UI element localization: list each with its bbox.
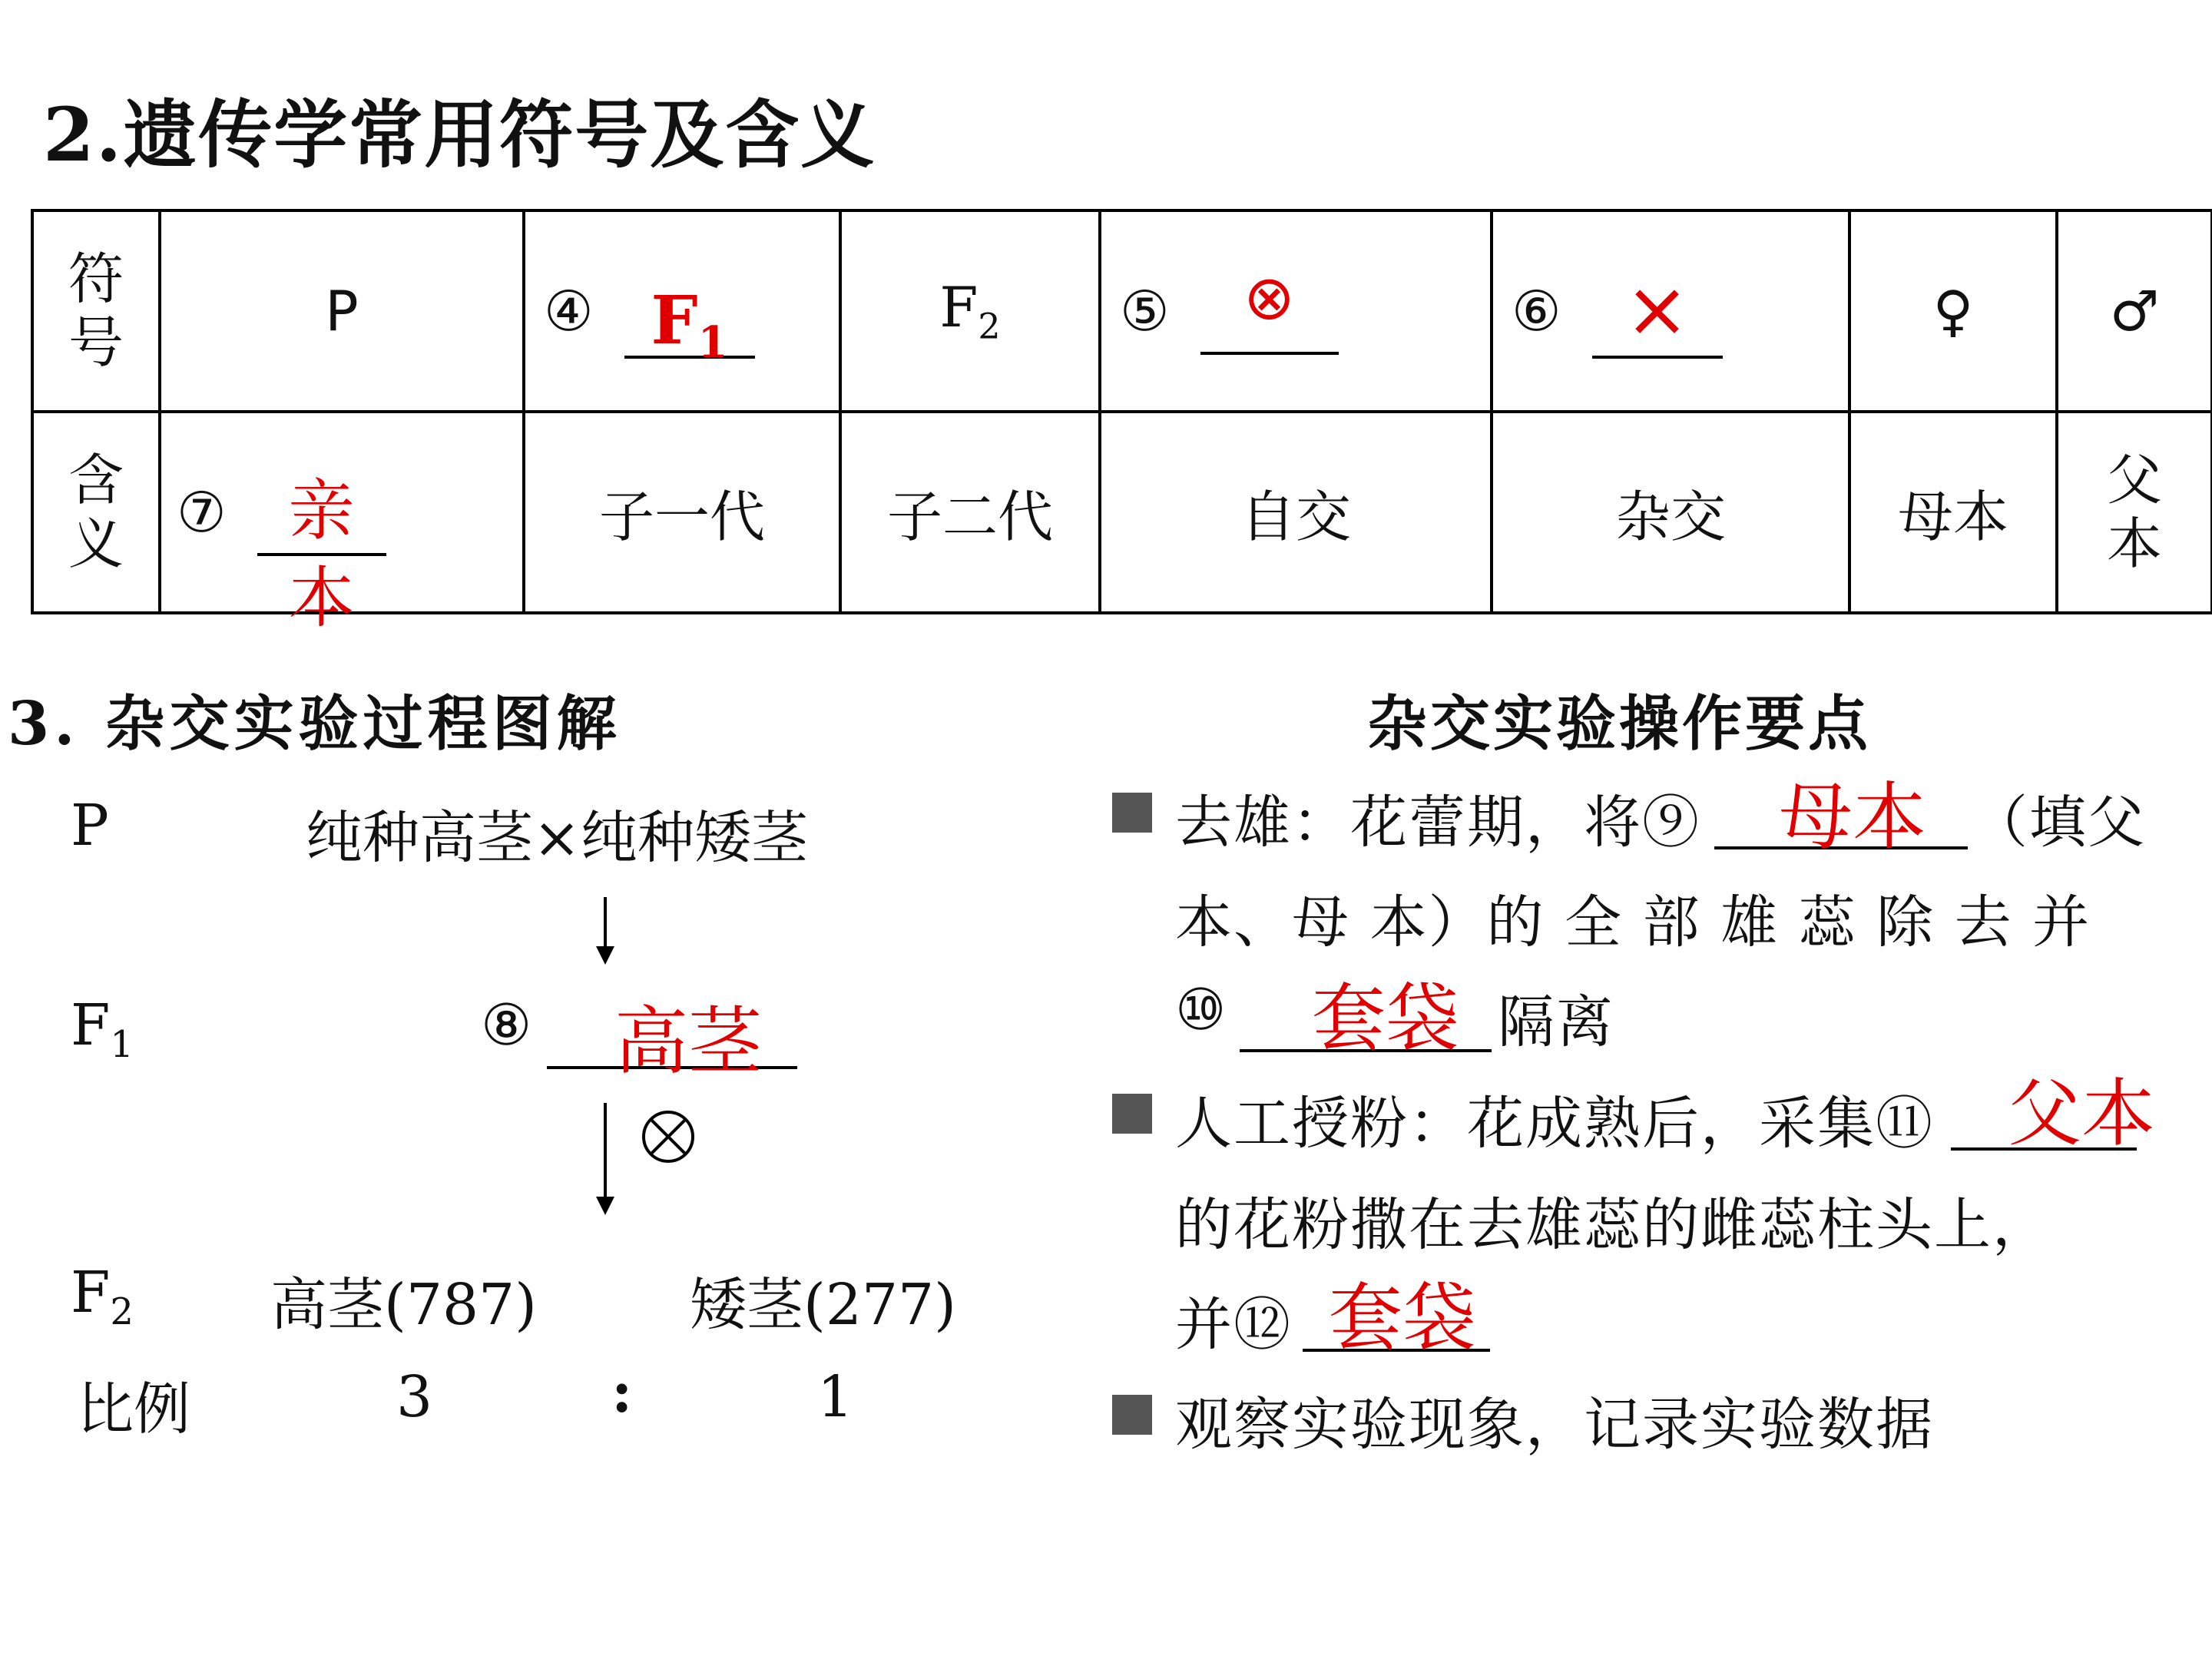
section2-title: 2.遗传学常用符号及含义 bbox=[43, 91, 876, 178]
symbol-male-cell bbox=[2057, 210, 2212, 412]
meaning-f2: 子二代 bbox=[886, 485, 1053, 549]
ratio-left: 3 bbox=[396, 1364, 433, 1430]
ratio-right: 1 bbox=[817, 1364, 854, 1430]
q10-number: ⑩ bbox=[1175, 977, 1228, 1043]
ops-line3-end: 隔离 bbox=[1498, 989, 1614, 1055]
symbol-header-text: 符号 bbox=[68, 247, 124, 375]
q9-answer: 母本 bbox=[1779, 774, 1926, 860]
arrow-p-to-f1 bbox=[604, 897, 607, 962]
ratio-label: 比例 bbox=[77, 1376, 190, 1442]
meaning-father: 父本 bbox=[2106, 448, 2162, 576]
meaning-cross-cell bbox=[1492, 412, 1849, 613]
symbol-q5-cell bbox=[1100, 210, 1492, 412]
q5-answer-blank bbox=[1200, 262, 1339, 355]
ops-line2: 本、母 本）的 全 部 雄 蕊 除 去 并 bbox=[1175, 889, 2091, 955]
q11-answer: 父本 bbox=[2008, 1071, 2155, 1157]
male-icon: ♂ bbox=[2109, 279, 2160, 343]
symbol-row bbox=[32, 210, 2212, 412]
symbol-p-cell bbox=[160, 210, 524, 412]
symbol-f2-cell bbox=[840, 210, 1100, 412]
q12-answer: 套袋 bbox=[1329, 1275, 1476, 1361]
ratio-colon: : bbox=[611, 1359, 633, 1426]
bullet-square-icon bbox=[1112, 793, 1152, 833]
q8-answer: 高茎 bbox=[614, 998, 762, 1084]
meaning-row-header bbox=[32, 412, 160, 613]
meaning-selfing: 自交 bbox=[1240, 485, 1351, 549]
q7-number: ⑦ bbox=[177, 480, 227, 545]
q7-answer: 亲本 bbox=[288, 472, 355, 637]
arrow-f1-to-f2 bbox=[604, 1103, 607, 1212]
ops-line1: 去雄：花蕾期，将⑨ bbox=[1175, 790, 1700, 856]
bullet-square-icon bbox=[1112, 1094, 1152, 1134]
meaning-f1: 子一代 bbox=[598, 485, 765, 549]
symbol-f2: $F_2$ bbox=[939, 275, 1001, 347]
q10-answer: 套袋 bbox=[1312, 975, 1459, 1061]
meaning-selfing-cell bbox=[1100, 412, 1492, 613]
q6-number: ⑥ bbox=[1512, 279, 1561, 343]
q6-answer-blank bbox=[1592, 263, 1723, 359]
meaning-header-text: 含义 bbox=[68, 448, 124, 576]
f2-tall-count: 高茎(787) bbox=[270, 1272, 537, 1338]
flow-f1-label: $F_1$ bbox=[71, 992, 134, 1066]
meaning-q7-cell bbox=[160, 412, 524, 637]
ops-line1-end: （填父 bbox=[1971, 790, 2146, 856]
ops-line6: 并⑫ bbox=[1175, 1292, 1292, 1358]
cross-times-icon: × bbox=[1624, 264, 1690, 354]
meaning-cross: 杂交 bbox=[1614, 485, 1726, 549]
ops-line7: 观察实验现象，记录实验数据 bbox=[1175, 1392, 1934, 1458]
symbol-female-cell bbox=[1849, 210, 2057, 412]
meaning-mother-cell bbox=[1849, 412, 2057, 613]
q4-number: ④ bbox=[544, 279, 594, 343]
q8-number: ⑧ bbox=[481, 992, 532, 1058]
symbol-q6-cell bbox=[1492, 210, 1849, 412]
symbol-p: P bbox=[325, 279, 359, 343]
meaning-f2-cell bbox=[840, 412, 1100, 613]
q4-answer: $F_1$ bbox=[651, 282, 728, 369]
section3-title: 3. 杂交实验过程图解 bbox=[8, 689, 621, 759]
ops-line4: 人工授粉：花成熟后，采集⑪ bbox=[1175, 1091, 1934, 1157]
flow-p-label: P bbox=[71, 793, 109, 859]
flow-f2-label: $F_2$ bbox=[71, 1260, 134, 1333]
ops-title: 杂交实验操作要点 bbox=[1367, 689, 1872, 759]
meaning-row bbox=[32, 412, 2212, 613]
symbol-q4-cell bbox=[524, 210, 840, 412]
f2-short-count: 矮茎(277) bbox=[690, 1272, 956, 1338]
bullet-square-icon bbox=[1112, 1395, 1152, 1435]
meaning-father-cell bbox=[2057, 412, 2212, 613]
meaning-f1-cell bbox=[524, 412, 840, 613]
q7-answer-blank bbox=[257, 469, 386, 637]
selfing-otimes-icon: ⊗ bbox=[1243, 262, 1296, 333]
symbols-table bbox=[31, 209, 2212, 637]
q5-number: ⑤ bbox=[1120, 279, 1170, 343]
selfing-otimes-icon-flow bbox=[642, 1111, 694, 1163]
female-icon: ♀ bbox=[1932, 279, 1974, 343]
q4-answer-blank bbox=[624, 263, 755, 369]
symbol-row-header bbox=[32, 210, 160, 412]
meaning-mother: 母本 bbox=[1897, 485, 2008, 549]
flow-p-cross: 纯种高茎×纯种矮茎 bbox=[306, 805, 809, 871]
ops-line5: 的花粉撒在去雄蕊的雌蕊柱头上， bbox=[1175, 1192, 2051, 1258]
